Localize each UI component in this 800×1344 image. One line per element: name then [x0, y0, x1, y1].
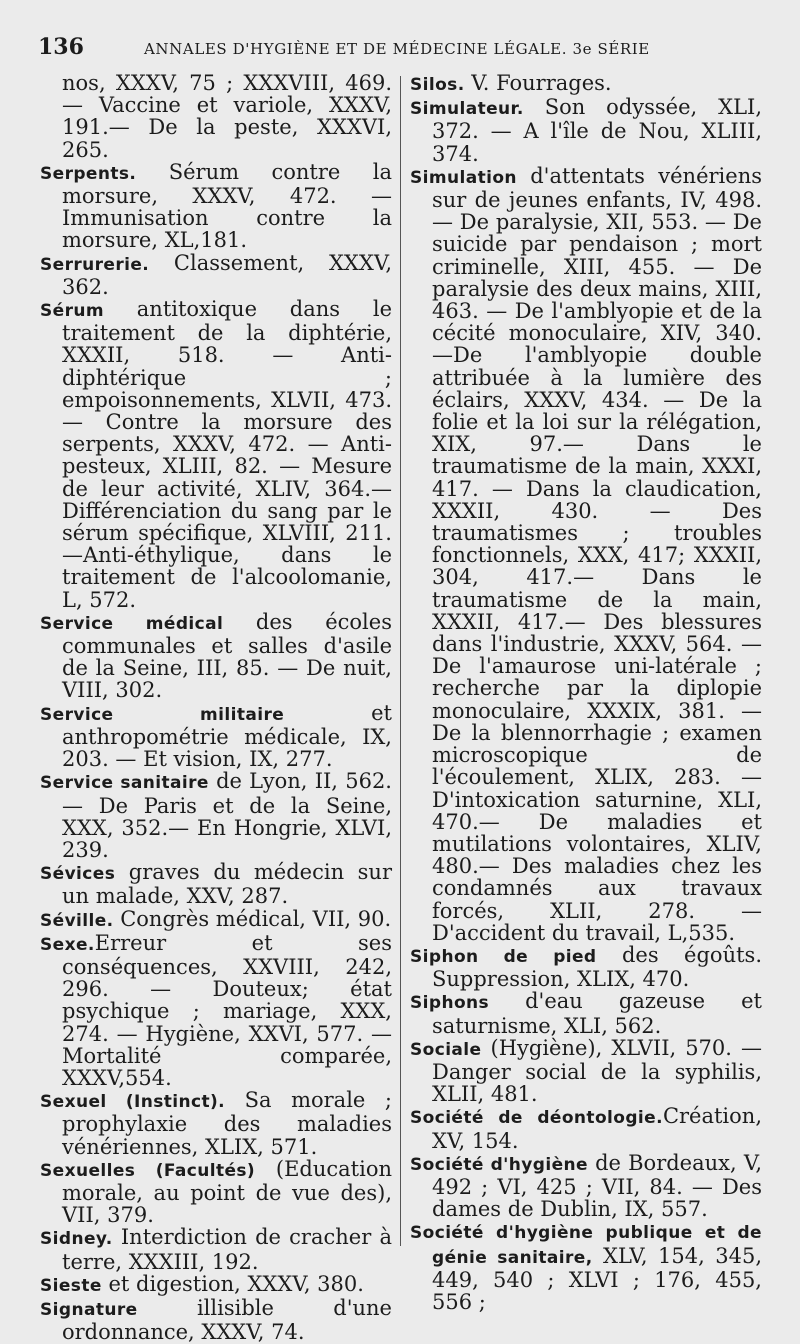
entry-text: des écoles communales et salles d'asile de la Seine, III, 85. — De nuit, VIII, 302.: [62, 609, 392, 703]
entry-text: Création, XV, 154.: [432, 1104, 762, 1153]
entry-heading: Sexe.: [40, 934, 95, 955]
index-entry: [40, 932, 392, 1089]
index-entry: [410, 1220, 762, 1313]
entry-text: d'attentats vénériens sur de jeunes enfants, IV, 498. — De paralysie, XII, 553. — De suicide par pendaison ; mort criminelle, XIII, 455. — De paralysie des deux mains, XIII, 463. — De l'amblyopie et de la cécité monoculaire, XIV, 340. —De l'amblyopie double attribuée à la lumière des éclairs, XXXV, 434. — De la folie et la loi sur la rélégation, XIX, 97.— Dans le traumatisme de la main, XXXI, 417. — Dans la claudication, XXXII, 430. — Des traumatismes ; troubles fonctionnels, XXX, 417; XXXII, 304, 417.— Dans le traumatisme de la main, XXXII, 417.— Des blessures dans l'industrie, XXXV, 564. — De l'amaurose uni-latérale ; recherche par la diplopie monoculaire, XXXIX, 381. — De la blennorrhagie ; examen microscopique de l'écoulement, XLIX, 283. — D'intoxication saturnine, XLI, 470.— De maladies et mutilations volontaires, XLIV, 480.— Des maladies chez les condamnés aux travaux forcés, XLII, 278. — D'accident du travail, L,535.: [432, 163, 762, 945]
entry-text: de Bordeaux, V, 492 ; VI, 425 ; VII, 84. — Des dames de Dublin, IX, 557.: [432, 1150, 762, 1222]
index-entry: [410, 72, 762, 96]
entry-text: nos, XXXV, 75 ; XXXVIII, 469. — Vaccine et variole, XXXV, 191.— De la peste, XXXVI, 265.: [62, 71, 392, 162]
entry-heading: Séville.: [40, 910, 114, 931]
entry-text: illisible d'une ordonnance, XXXV, 74.: [62, 1295, 392, 1344]
entry-heading: Signature: [40, 1299, 138, 1320]
index-entry: [40, 1273, 392, 1297]
index-entry: [40, 1158, 392, 1227]
index-entry: [40, 1089, 392, 1158]
index-entry: [40, 908, 392, 932]
entry-text: antitoxique dans le traitement de la diphtérie, XXXII, 518. — Anti-diphtérique ; empoisonnements, XLVII, 473. — Contre la morsure des serpents, XXXV, 472. — Anti-pesteux, XLIII, 82. — Mesure de leur activité, XLIV, 364.— Différenciation du sang par le sérum spécifique, XLVIII, 211. —Anti-éthylique, dans le traitement de l'alcoolomanie, L, 572.: [62, 297, 392, 612]
entry-text: Classement, XXXV, 362.: [62, 250, 392, 299]
entry-heading: Simulateur.: [410, 99, 524, 120]
index-entry: [410, 165, 762, 944]
entry-heading: Silos.: [410, 75, 465, 95]
entry-heading: Sévices: [40, 864, 116, 885]
entry-text: des égoûts. Suppression, XLIX, 470.: [432, 942, 762, 992]
index-entry: [40, 770, 392, 861]
index-entry: [40, 611, 392, 702]
entry-heading: Siphon de pied: [410, 946, 597, 967]
page-number: 136: [38, 34, 84, 60]
entry-heading: Sociale: [410, 1039, 482, 1060]
entry-heading: Société d'hygiène: [410, 1154, 588, 1175]
index-entry: [410, 1037, 762, 1106]
entry-heading: Sexuel (Instinct).: [40, 1092, 226, 1113]
index-entry: [40, 298, 392, 611]
entry-text: d'eau gazeuse et saturnisme, XLI, 562.: [432, 989, 762, 1038]
entry-text: V. Fourrages.: [464, 71, 612, 95]
index-entry: [40, 161, 392, 252]
entry-heading: Simulation: [410, 167, 517, 188]
entry-text: et digestion, XXXV, 380.: [101, 1271, 364, 1296]
entry-heading: Sidney.: [40, 1229, 113, 1250]
entry-heading: Serpents.: [40, 163, 137, 184]
entry-text: Congrès médical, VII, 90.: [113, 906, 392, 931]
entry-text: de Lyon, II, 562. — De Paris et de la Seine, XXX, 352.— En Hongrie, XLVI, 239.: [62, 769, 392, 862]
entry-text: Erreur et ses conséquences, XXVIII, 242, 296. — Douteux; état psychique ; mariage, XXX, 274. — Hygiène, XXVI, 577. — Mortalité comparée, XXXV,554.: [62, 930, 392, 1090]
entry-text: Sérum contre la morsure, XXXV, 472. — Immunisation contre la morsure, XL,181.: [62, 159, 392, 253]
column-divider: [400, 76, 401, 1246]
entry-text: XLV, 154, 345, 449, 540 ; XLVI ; 176, 455, 556 ;: [432, 1243, 763, 1314]
index-entry: [410, 1105, 762, 1151]
entry-heading: Siphons: [410, 993, 490, 1014]
entry-heading: Service militaire: [40, 704, 285, 725]
entry-heading: Sérum: [40, 301, 104, 322]
index-entry: [40, 861, 392, 907]
entry-heading: Sexuelles (Facultés): [40, 1160, 256, 1181]
entry-text: graves du médecin sur un malade, XXV, 287.: [62, 860, 392, 909]
entry-text: et anthropométrie médicale, IX, 203. — Et vision, IX, 277.: [62, 700, 392, 772]
entry-text: Sa morale ; prophylaxie des maladies vénériennes, XLIX, 571.: [62, 1088, 392, 1159]
entry-heading: Sieste: [40, 1275, 102, 1296]
running-title: ANNALES D'HYGIÈNE ET DE MÉDECINE LÉGALE. 3e SÉRIE: [144, 40, 650, 58]
entry-heading: Service sanitaire: [40, 773, 209, 794]
entry-heading: Service médical: [40, 613, 224, 634]
index-entry: [40, 252, 392, 298]
index-column-right: [410, 72, 762, 1313]
entry-text: (Hygiène), XLVII, 570. — Danger social de la syphilis, XLII, 481.: [432, 1035, 762, 1107]
index-entry: [40, 702, 392, 771]
entry-heading: Société d'hygiène publique et de génie sanitaire,: [410, 1223, 762, 1268]
entry-heading: Serrurerie.: [40, 254, 150, 275]
index-entry: [410, 1152, 762, 1221]
index-entry: [410, 990, 762, 1036]
index-column-left: [40, 72, 392, 1343]
index-entry: [40, 72, 392, 161]
page-header: [38, 34, 758, 64]
entry-text: (Education morale, au point de vue des), VII, 379.: [62, 1156, 392, 1228]
index-entry: [410, 96, 762, 165]
index-entry: [410, 944, 762, 990]
entry-text: Interdiction de cracher à terre, XXXIII, 192.: [62, 1225, 392, 1274]
index-entry: [40, 1297, 392, 1343]
index-entry: [40, 1226, 392, 1272]
entry-text: Son odyssée, XLI, 372. — A l'île de Nou, XLIII, 374.: [432, 95, 762, 166]
entry-heading: Société de déontologie.: [410, 1108, 663, 1129]
